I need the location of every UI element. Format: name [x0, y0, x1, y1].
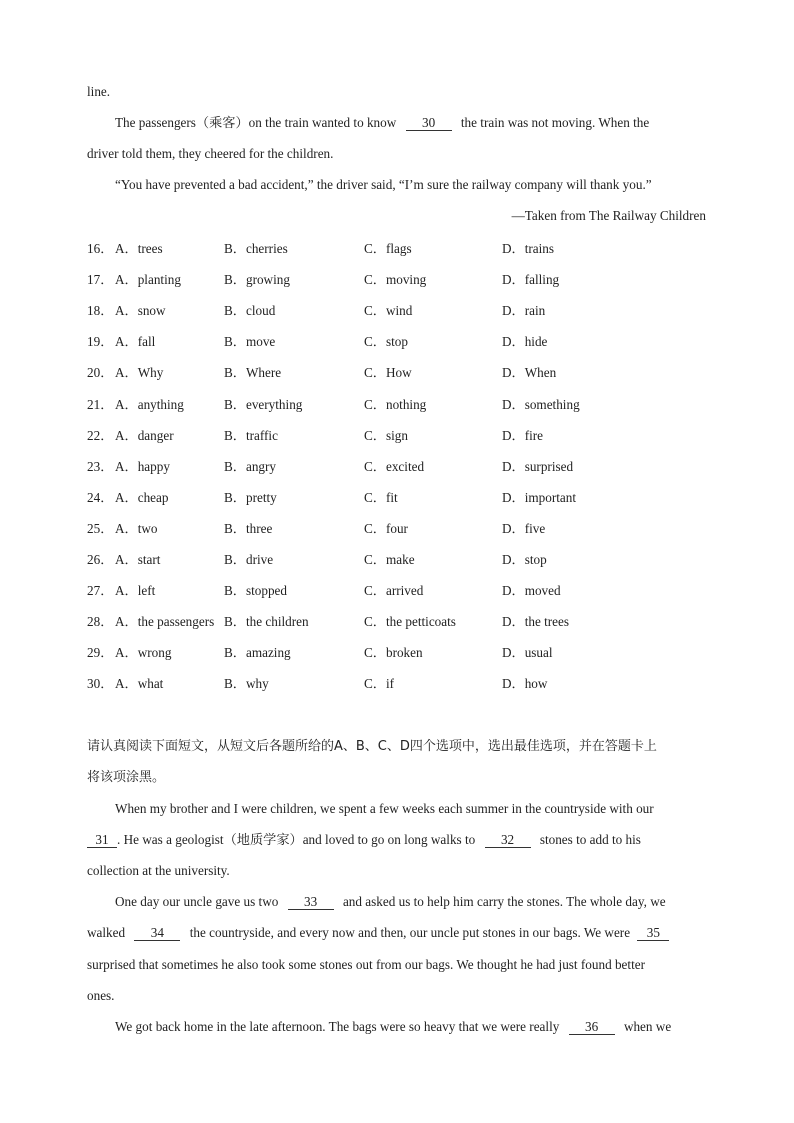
option-a[interactable]: A．two — [115, 521, 158, 536]
passage-text: We got back home in the late afternoon. The bags were so heavy that we were really — [115, 1019, 560, 1034]
option-a[interactable]: A．happy — [115, 459, 170, 474]
source-line — [87, 207, 706, 225]
option-a[interactable]: A．danger — [115, 428, 174, 443]
option-c[interactable]: C．if — [364, 676, 395, 691]
question-row — [87, 642, 707, 660]
passage-text: collection at the university. — [87, 863, 230, 878]
question-row — [87, 425, 707, 443]
option-b[interactable]: B．angry — [224, 459, 277, 474]
question-row — [87, 269, 707, 287]
passage-text: stones to add to his — [539, 832, 641, 847]
question-row — [87, 238, 707, 256]
option-c[interactable]: C．wind — [364, 303, 413, 318]
passage-text: When my brother and I were children, we spent a few weeks each summer in the countryside with our — [115, 801, 654, 816]
option-d[interactable]: D．important — [502, 490, 576, 505]
passage-text: driver told them, they cheered for the children. — [87, 146, 334, 161]
option-c[interactable]: C．broken — [364, 645, 423, 660]
instruction-text: 将该项涂黑。 — [87, 770, 166, 785]
option-b[interactable]: B．stopped — [224, 583, 288, 598]
answer-blank-31: 31 — [87, 832, 117, 848]
option-a[interactable]: A．the passengers — [115, 614, 215, 629]
option-b[interactable]: B．amazing — [224, 645, 291, 660]
option-d[interactable]: D．surprised — [502, 459, 574, 474]
question-number: 28． — [87, 614, 114, 629]
answer-blank-33: 33 — [288, 894, 334, 910]
question-number: 27． — [87, 583, 114, 598]
option-c[interactable]: C．excited — [364, 459, 425, 474]
instruction-line — [87, 738, 706, 756]
option-b[interactable]: B．the children — [224, 614, 309, 629]
quote-text: “You have prevented a bad accident,” the driver said, “I’m sure the railway company will thank you.” — [115, 177, 652, 192]
option-d[interactable]: D．the trees — [502, 614, 570, 629]
option-b[interactable]: B．three — [224, 521, 273, 536]
answer-blank-30: 30 — [406, 115, 452, 131]
passage-line — [115, 800, 706, 818]
question-row — [87, 580, 707, 598]
question-number: 26． — [87, 552, 114, 567]
option-a[interactable]: A．anything — [115, 397, 184, 412]
option-d[interactable]: D．five — [502, 521, 546, 536]
option-b[interactable]: B．everything — [224, 397, 303, 412]
question-number: 29． — [87, 645, 114, 660]
question-number: 21． — [87, 397, 114, 412]
option-c[interactable]: C．sign — [364, 428, 408, 443]
option-b[interactable]: B．drive — [224, 552, 274, 567]
question-row — [87, 611, 707, 629]
question-number: 18． — [87, 303, 114, 318]
passage-text: ones. — [87, 988, 115, 1003]
option-d[interactable]: D．something — [502, 397, 580, 412]
passage-text: line. — [87, 84, 111, 99]
passage-line — [115, 114, 706, 132]
option-d[interactable]: D．When — [502, 365, 557, 380]
option-d[interactable]: D．fire — [502, 428, 544, 443]
passage-line — [115, 176, 706, 194]
answer-blank-35: 35 — [637, 925, 669, 941]
question-row — [87, 456, 707, 474]
question-row — [87, 673, 707, 691]
passage-line — [87, 831, 706, 849]
option-d[interactable]: D．trains — [502, 241, 555, 256]
passage-text: One day our uncle gave us two — [115, 894, 279, 909]
option-c[interactable]: C．How — [364, 365, 412, 380]
passage-line — [87, 145, 706, 163]
question-number: 22． — [87, 428, 114, 443]
source-citation: —Taken from The Railway Children — [511, 208, 706, 223]
option-a[interactable]: A．what — [115, 676, 164, 691]
question-number: 23． — [87, 459, 114, 474]
option-b[interactable]: B．traffic — [224, 428, 278, 443]
option-a[interactable]: A．fall — [115, 334, 156, 349]
option-b[interactable]: B．cloud — [224, 303, 276, 318]
option-a[interactable]: A．Why — [115, 365, 164, 380]
question-row — [87, 549, 707, 567]
option-b[interactable]: B．growing — [224, 272, 290, 287]
question-number: 25． — [87, 521, 114, 536]
question-number: 20． — [87, 365, 114, 380]
question-row — [87, 487, 707, 505]
passage-text: . He was a geologist（地质学家）and loved to go on long walks to — [117, 832, 476, 847]
option-c[interactable]: C．fit — [364, 490, 398, 505]
passage-line — [87, 987, 706, 1005]
instruction-line — [87, 769, 706, 787]
option-c[interactable]: C．flags — [364, 241, 412, 256]
passage-line — [115, 1018, 706, 1036]
option-b[interactable]: B．cherries — [224, 241, 288, 256]
instruction-text: 请认真阅读下面短文，从短文后各题所给的A、B、C、D四个选项中，选出最佳选项，并在答题卡上 — [87, 739, 657, 754]
option-a[interactable]: A．wrong — [115, 645, 172, 660]
option-d[interactable]: D．stop — [502, 552, 547, 567]
option-a[interactable]: A．start — [115, 552, 161, 567]
passage-line — [87, 924, 706, 942]
question-number: 16． — [87, 241, 114, 256]
option-b[interactable]: B．Where — [224, 365, 282, 380]
option-a[interactable]: A．snow — [115, 303, 166, 318]
option-a[interactable]: A．left — [115, 583, 156, 598]
passage-text: when we — [623, 1019, 672, 1034]
option-b[interactable]: B．why — [224, 676, 269, 691]
passage-text: the countryside, and every now and then, our uncle put stones in our bags. We were — [189, 925, 631, 940]
option-d[interactable]: D．hide — [502, 334, 548, 349]
option-d[interactable]: D．how — [502, 676, 548, 691]
option-c[interactable]: C．nothing — [364, 397, 427, 412]
answer-blank-34: 34 — [134, 925, 180, 941]
option-a[interactable]: A．planting — [115, 272, 181, 287]
question-number: 17． — [87, 272, 114, 287]
option-c[interactable]: C．moving — [364, 272, 427, 287]
answer-blank-36: 36 — [569, 1019, 615, 1035]
passage-line — [87, 83, 706, 101]
question-number: 24． — [87, 490, 114, 505]
answer-blank-32: 32 — [485, 832, 531, 848]
option-c[interactable]: C．the petticoats — [364, 614, 456, 629]
option-c[interactable]: C．four — [364, 521, 408, 536]
passage-line — [115, 893, 706, 911]
question-row — [87, 362, 707, 380]
option-c[interactable]: C．make — [364, 552, 415, 567]
question-row — [87, 518, 707, 536]
option-b[interactable]: B．move — [224, 334, 276, 349]
passage-text: the train was not moving. When the — [460, 115, 650, 130]
question-row — [87, 394, 707, 412]
option-d[interactable]: D．moved — [502, 583, 561, 598]
question-row — [87, 331, 707, 349]
option-a[interactable]: A．cheap — [115, 490, 169, 505]
option-c[interactable]: C．stop — [364, 334, 408, 349]
option-a[interactable]: A．trees — [115, 241, 163, 256]
passage-line — [87, 862, 706, 880]
question-row — [87, 300, 707, 318]
option-c[interactable]: C．arrived — [364, 583, 424, 598]
option-b[interactable]: B．pretty — [224, 490, 277, 505]
passage-text: walked — [87, 925, 126, 940]
option-d[interactable]: D．rain — [502, 303, 546, 318]
passage-line — [87, 956, 706, 974]
option-d[interactable]: D．usual — [502, 645, 553, 660]
question-number: 30． — [87, 676, 114, 691]
question-number: 19． — [87, 334, 114, 349]
passage-text: and asked us to help him carry the stones. The whole day, we — [342, 894, 666, 909]
passage-text: surprised that sometimes he also took some stones out from our bags. We thought he had just found better — [87, 957, 645, 972]
option-d[interactable]: D．falling — [502, 272, 560, 287]
passage-text: The passengers（乘客）on the train wanted to know — [115, 115, 397, 130]
